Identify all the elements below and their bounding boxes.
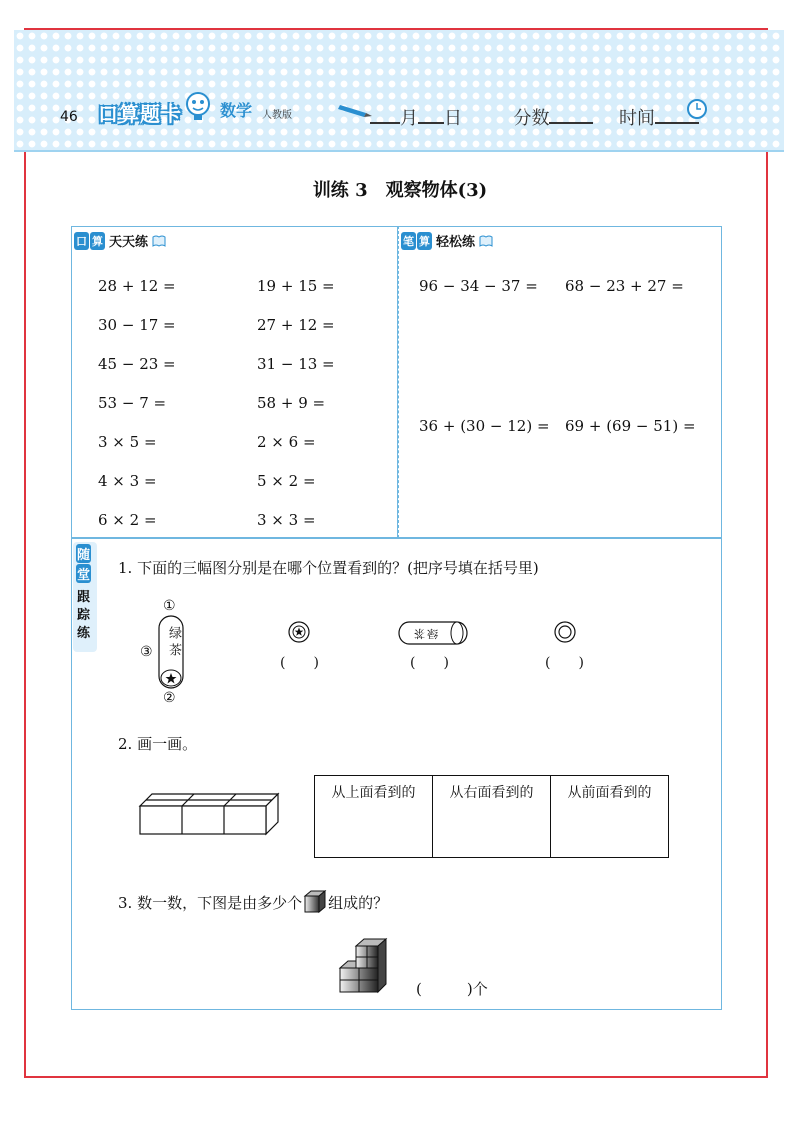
tea-can-label: 绿茶 [166,626,181,660]
equation: 3 × 5 = [98,433,157,451]
equation: 4 × 3 = [98,472,157,490]
day-blank[interactable] [418,108,444,124]
page-number: 46 [60,109,78,125]
subject-label: 数学 [220,101,253,120]
oral-section-label [74,231,166,250]
written-practice-panel [398,226,722,538]
question-2: 2. 画一画。 [118,735,198,753]
header-band [14,30,784,150]
equation: 45 − 23 = [98,355,176,373]
written-section-label [401,231,493,250]
equation: 36 + (30 − 12) = [419,417,550,435]
view-drawing-table [314,775,669,858]
marker-left: ③ [140,644,153,660]
label-text: 轻松练 [436,235,476,250]
question-1: 1. 下面的三幅图分别是在哪个位置看到的？(把序号填在括号里) [118,559,539,577]
brand-logo: 口算题卡 [98,102,182,126]
side-label-char: 随 [76,544,91,563]
equation: 53 − 7 = [98,394,167,412]
equation: 31 − 13 = [257,355,335,373]
header-fields [370,104,699,130]
count-answer[interactable]: ( )个 [416,980,488,998]
question-3-text: 3. 数一数，下图是由多少个 [118,893,303,912]
side-label-char: 跟 [77,590,91,605]
equation: 2 × 6 = [257,433,316,451]
score-blank[interactable] [549,108,593,124]
answer-paren[interactable]: ( ) [410,655,449,671]
equation: 58 + 9 = [257,394,326,412]
answer-paren[interactable]: ( ) [280,655,319,671]
equation: 6 × 2 = [98,511,157,529]
book-icon [152,235,166,247]
question-3 [118,890,388,914]
equation: 96 − 34 − 37 = [419,277,538,295]
page-title: 训练 3 观察物体(3) [312,180,488,201]
cuboid-figure [138,790,280,836]
side-label-char: 堂 [76,564,91,583]
marker-top: ① [163,598,176,614]
edition-label: 人教版 [262,110,292,121]
oral-practice-panel [71,226,398,538]
equation: 30 − 17 = [98,316,176,334]
month-blank[interactable] [370,108,400,124]
header-divider [14,150,784,152]
marker-bottom: ② [163,690,176,706]
book-icon [479,235,493,247]
top-view-cell[interactable]: 从上面看到的 [315,776,433,858]
pencil-icon [338,101,374,119]
label-box: 算 [90,232,105,250]
label-box: 算 [417,232,432,250]
side-label-char: 练 [77,626,91,641]
equation: 5 × 2 = [257,472,316,490]
top-view-figure [287,620,311,644]
right-view-cell[interactable]: 从右面看到的 [433,776,551,858]
equation: 69 + (69 − 51) = [565,417,696,435]
bottom-view-figure [553,620,577,644]
day-label: 日 [444,108,462,129]
front-view-cell[interactable]: 从前面看到的 [551,776,669,858]
equation: 19 + 15 = [257,277,335,295]
equation: 27 + 12 = [257,316,335,334]
label-box: 笔 [401,232,416,250]
equation: 28 + 12 = [98,277,176,295]
month-label: 月 [400,108,418,129]
answer-paren[interactable]: ( ) [545,655,584,671]
side-label [73,542,97,652]
mascot-icon [178,86,218,126]
time-label: 时间 [618,108,655,129]
label-box: 口 [74,232,89,250]
side-label-char: 踪 [77,608,91,623]
equation: 3 × 3 = [257,511,316,529]
equation: 68 − 23 + 27 = [565,277,684,295]
score-label: 分数 [513,108,550,129]
stacked-cubes-figure [338,936,398,996]
side-view-label: 绿茶 [412,627,438,640]
clock-icon [686,98,708,120]
label-text: 天天练 [109,235,149,250]
question-3-text: 组成的？ [328,893,389,912]
cube-icon [303,890,327,914]
